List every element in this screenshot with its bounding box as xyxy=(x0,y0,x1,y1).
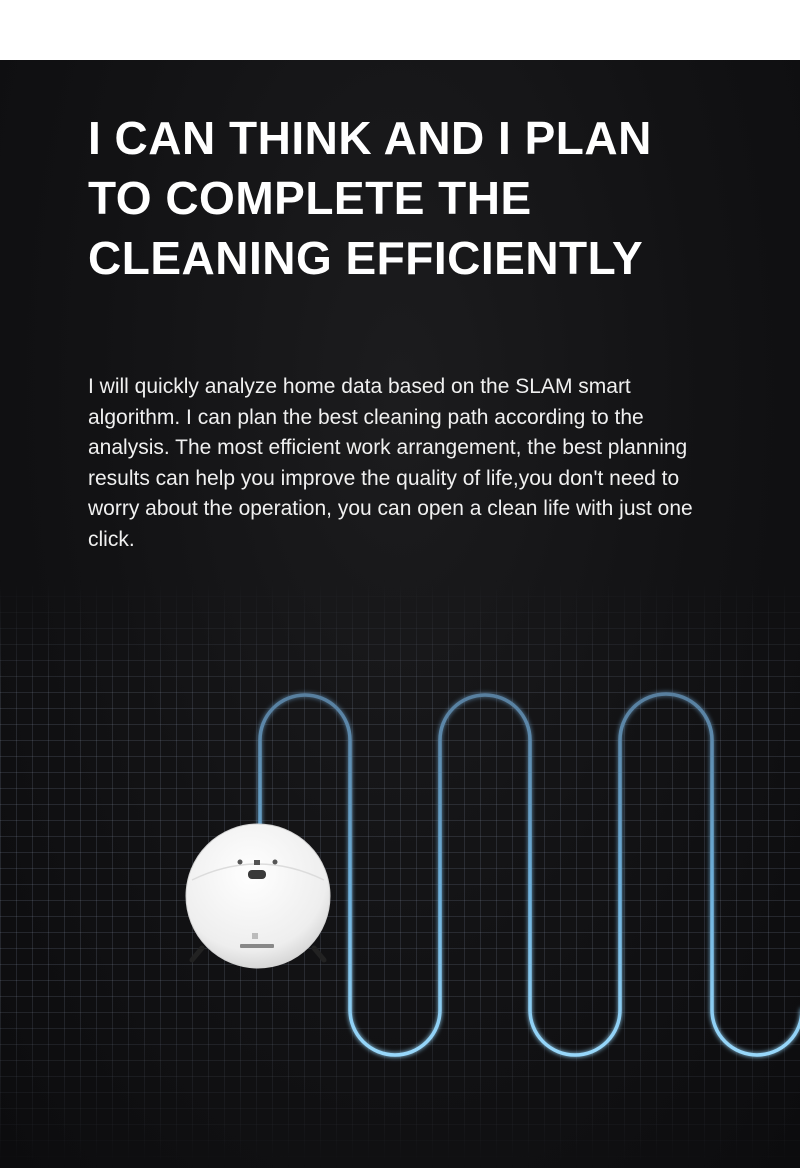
headline xyxy=(88,108,768,288)
headline-line-2: TO COMPLETE THE xyxy=(88,172,532,224)
right-side-brush xyxy=(314,948,324,960)
feature-panel xyxy=(0,60,800,1168)
brand-logo-mark xyxy=(252,933,258,939)
description-text: I will quickly analyze home data based on the SLAM smart algorithm. I can plan the best cleaning path according to the analysis. The most efficient work arrangement, the best planning results can help you improve the quality of life,you don't need to worry about the operation, you can open a clean life with just one click. xyxy=(88,375,693,551)
top-white-strip xyxy=(0,0,800,60)
brand-wordmark xyxy=(240,944,274,948)
cleaning-path-icon xyxy=(0,620,800,1100)
headline-line-3: CLEANING EFFICIENTLY xyxy=(88,232,644,284)
home-button-icon xyxy=(273,860,278,865)
sensor-window xyxy=(248,870,266,879)
play-button-icon xyxy=(254,860,260,865)
robot-vacuum-icon xyxy=(178,820,338,980)
power-button-icon xyxy=(238,860,243,865)
headline-line-1: I CAN THINK AND I PLAN xyxy=(88,112,652,164)
zigzag-path xyxy=(260,694,800,1055)
left-side-brush xyxy=(192,948,202,960)
